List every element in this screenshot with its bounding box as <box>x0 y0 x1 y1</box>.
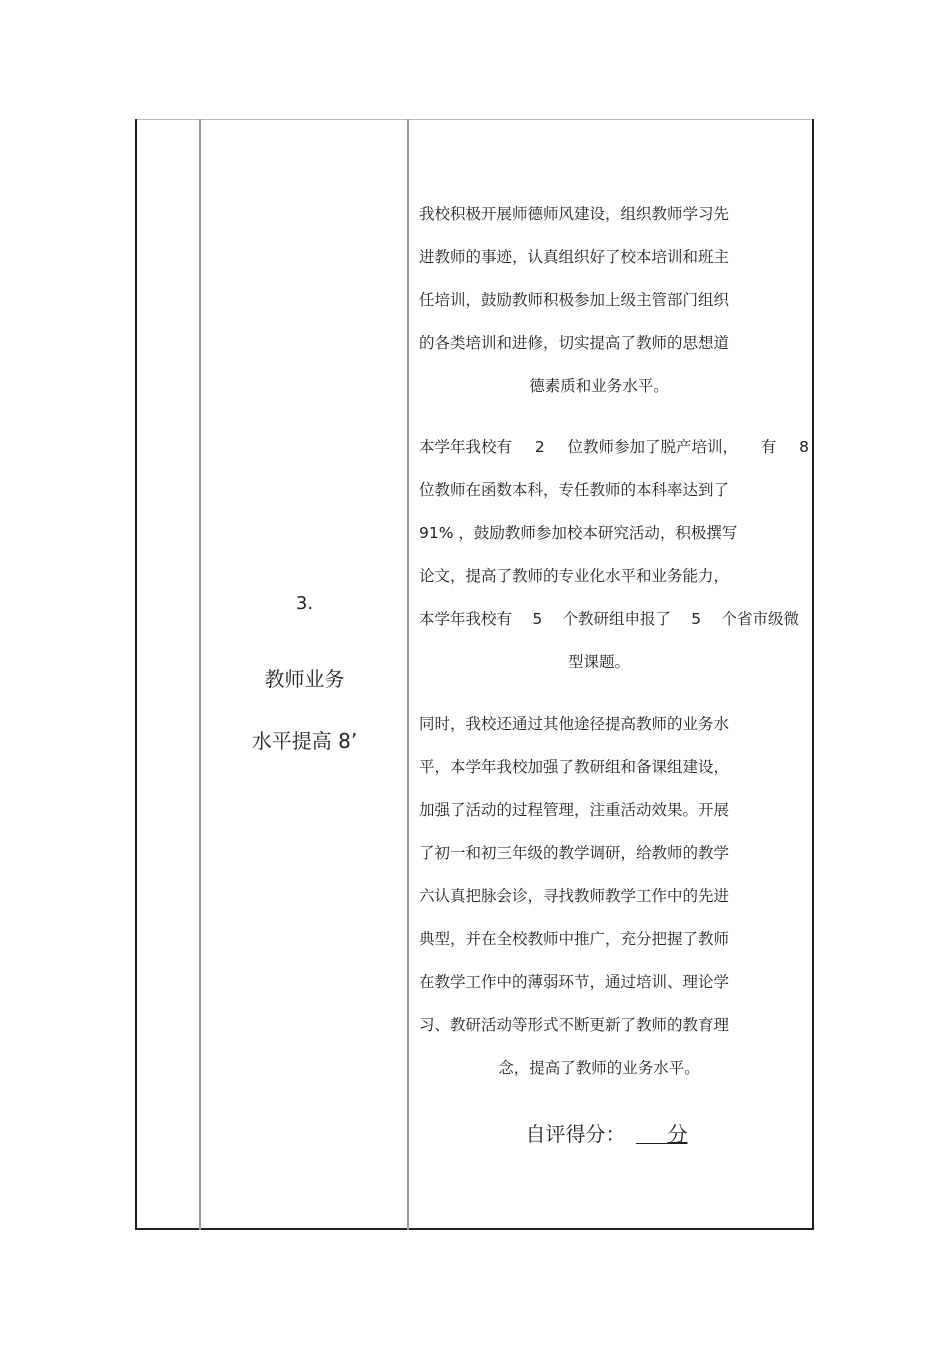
text-line: 典型，并在全校教师中推广，充分把握了教师 <box>419 930 730 948</box>
paragraph-training-stats <box>419 426 809 684</box>
text-segment: 5 <box>691 610 702 628</box>
text-segment: 位教师参加了脱产培训， <box>567 438 738 456</box>
text-line: 同时，我校还通过其他途径提高教师的业务水 <box>419 715 730 733</box>
table-left-border <box>135 119 137 1230</box>
item-title-line-1: 教师业务 <box>264 667 345 691</box>
text-segment: 个省市级微 <box>721 610 799 628</box>
text-line: 念，提高了教师的业务水平。 <box>498 1059 700 1077</box>
text-line: 六认真把脉会诊，寻找教师教学工作中的先进 <box>419 887 730 905</box>
text-line: 了初一和初三年级的教学调研，给教师的教学 <box>419 844 730 862</box>
text-line: 的各类培训和进修，切实提高了教师的思想道 <box>419 334 730 352</box>
text-line <box>419 426 809 469</box>
text-line: 91% ，鼓励教师参加校本研究活动，积极撰写 <box>419 524 738 542</box>
self-score-label: 自评得分： <box>525 1122 626 1146</box>
text-line: 在教学工作中的薄弱环节，通过培训、理论学 <box>419 973 730 991</box>
text-line: 我校积极开展师德师风建设，组织教师学习先 <box>419 205 730 223</box>
text-line: 平，本学年我校加强了教研组和备课组建设， <box>419 758 730 776</box>
paragraph-teacher-ethics <box>419 193 809 408</box>
text-line: 论文，提高了教师的专业化水平和业务能力， <box>419 567 730 585</box>
content-cell <box>409 119 814 1230</box>
self-score <box>409 1118 804 1147</box>
text-line: 习、教研活动等形式不断更新了教师的教育理 <box>419 1016 730 1034</box>
text-segment: 8 <box>799 438 809 456</box>
text-line <box>419 598 809 641</box>
item-cell <box>201 119 408 1230</box>
text-segment: 本学年我校有 <box>419 438 513 456</box>
self-score-blank[interactable] <box>636 1123 668 1144</box>
text-segment: 2 <box>534 438 545 456</box>
paragraph-other-approaches <box>419 703 809 1090</box>
item-number: 3. <box>295 593 314 614</box>
self-score-unit: 分 <box>667 1122 688 1146</box>
text-segment: 有 <box>760 438 777 456</box>
text-segment: 个教研组申报了 <box>562 610 671 628</box>
text-line: 德素质和业务水平。 <box>529 377 669 395</box>
text-line: 任培训，鼓励教师积极参加上级主管部门组织 <box>419 291 730 309</box>
text-segment: 5 <box>532 610 543 628</box>
text-line: 型课题。 <box>567 653 630 671</box>
text-line: 进教师的事迹，认真组织好了校本培训和班主 <box>419 248 730 266</box>
text-line: 加强了活动的过程管理，注重活动效果。开展 <box>419 801 730 819</box>
text-segment: 本学年我校有 <box>419 610 513 628</box>
item-title-line-2: 水平提高 8’ <box>251 729 358 753</box>
text-line: 位教师在函数本科，专任教师的本科率达到了 <box>419 481 730 499</box>
